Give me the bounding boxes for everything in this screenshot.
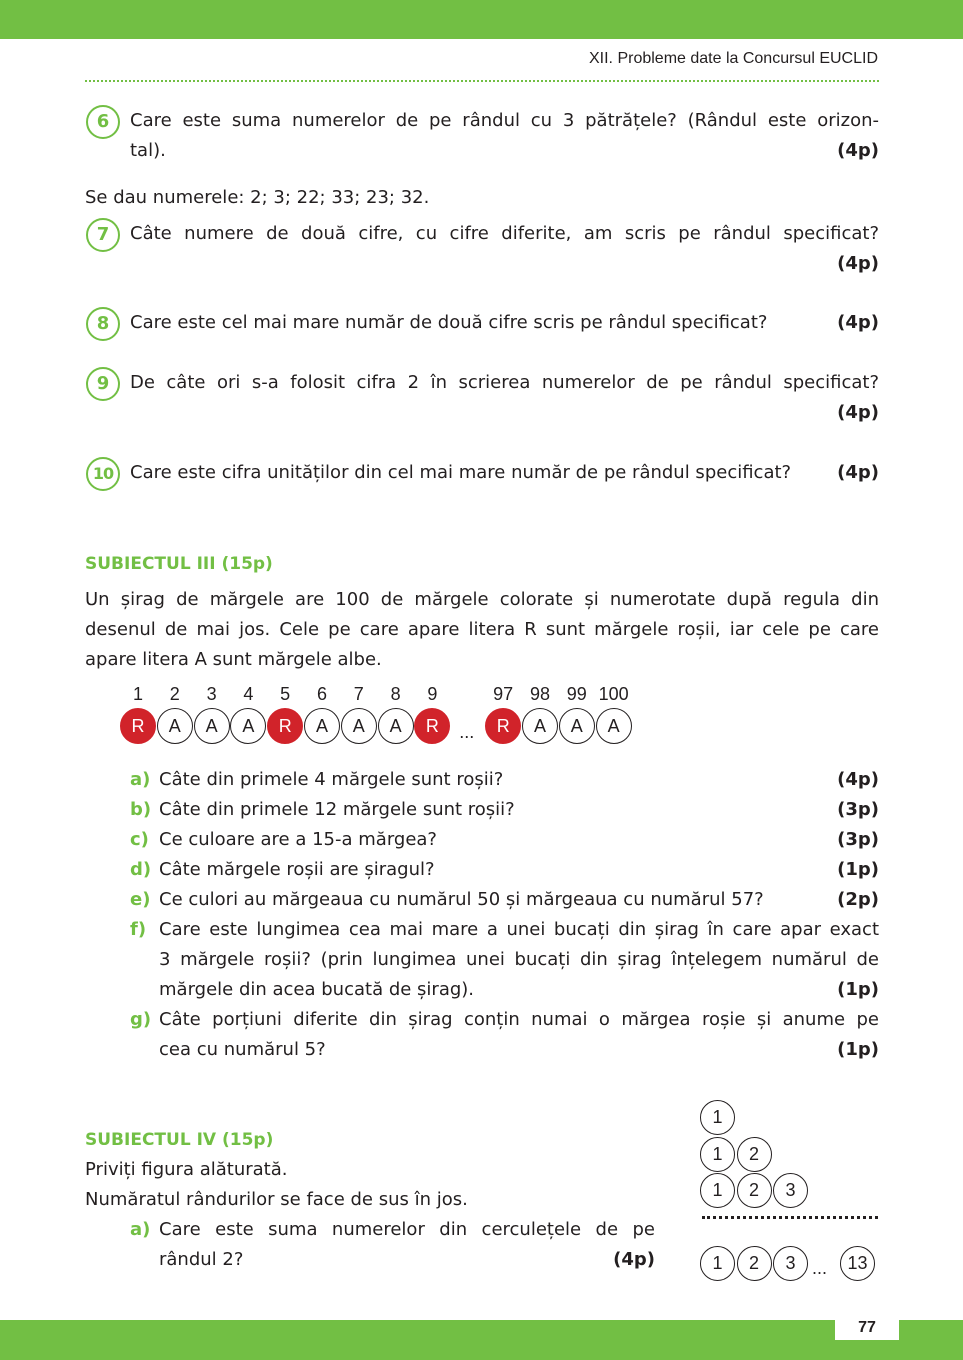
figure-ellipsis: ... bbox=[812, 1258, 828, 1278]
bead-number-label: 99 bbox=[566, 684, 587, 704]
subiect-3-item-text-cont: mărgele din acea bucată de șirag). bbox=[159, 979, 475, 1000]
bead-red: R bbox=[267, 708, 303, 744]
bead-number-label: 5 bbox=[280, 684, 291, 704]
question-10-points: (4p) bbox=[837, 462, 879, 483]
figure-circle: 2 bbox=[737, 1137, 772, 1172]
question-number-8: 8 bbox=[86, 307, 120, 341]
subiect-3-item-text: Câte din primele 12 mărgele sunt roșii? bbox=[159, 799, 515, 820]
bead-number-label: 3 bbox=[206, 684, 217, 704]
subiect-3-item-letter: c) bbox=[130, 829, 149, 850]
question-7-text: Câte numere de două cifre, cu cifre diferite, am scris pe rândul specificat? bbox=[130, 223, 879, 244]
subiect-3-item-letter: b) bbox=[130, 799, 152, 820]
subiect-3-item-text: Ce culori au mărgeaua cu numărul 50 și mărgeaua cu numărul 57? bbox=[159, 889, 764, 910]
bead-white: A bbox=[522, 708, 558, 744]
chapter-title: XII. Probleme date la Concursul EUCLID bbox=[588, 50, 878, 67]
subiect-3-item-points: (1p) bbox=[837, 1039, 879, 1060]
subiect-3-item-points: (1p) bbox=[837, 859, 879, 880]
bead-white: A bbox=[378, 708, 414, 744]
bead-white: A bbox=[341, 708, 377, 744]
question-number-7: 7 bbox=[86, 218, 120, 252]
subiect-3-heading: SUBIECTUL III (15p) bbox=[85, 554, 273, 574]
subiect-3-item-text: Câte porțiuni diferite din șirag conțin numai o mărgea roșie și anume pe bbox=[159, 1009, 879, 1030]
subiect-3-item-text-cont: 3 mărgele roșii? (prin lungimea unei bucați din șirag înțelegem numărul de bbox=[159, 949, 879, 970]
subiect-3-item-points: (2p) bbox=[837, 889, 879, 910]
subiect-3-item-letter: f) bbox=[130, 919, 147, 940]
question-6-text-cont: tal). bbox=[130, 140, 166, 161]
subiect-3-item-points: (1p) bbox=[837, 979, 879, 1000]
bead-number-label: 7 bbox=[353, 684, 364, 704]
bead-red: R bbox=[120, 708, 156, 744]
subiect-3-item-letter: d) bbox=[130, 859, 152, 880]
question-number-9: 9 bbox=[86, 367, 120, 401]
figure-circle: 2 bbox=[737, 1173, 772, 1208]
bead-number-label: 2 bbox=[169, 684, 180, 704]
question-8-text: Care este cel mai mare număr de două cifre scris pe rândul specificat? bbox=[130, 312, 768, 333]
bead-number-label: 6 bbox=[316, 684, 327, 704]
question-6-text: Care este suma numerelor de pe rândul cu 3 pătrățele? (Rândul este orizon- bbox=[130, 110, 879, 131]
subiect-3-item-points: (3p) bbox=[837, 799, 879, 820]
page-number: 77 bbox=[835, 1315, 899, 1340]
question-9-text: De câte ori s-a folosit cifra 2 în scrierea numerelor de pe rândul specificat? bbox=[130, 372, 879, 393]
header-divider bbox=[85, 80, 879, 82]
figure-circle: 1 bbox=[700, 1137, 735, 1172]
numbers-intro: Se dau numerele: 2; 3; 22; 33; 23; 32. bbox=[85, 187, 430, 208]
question-10-text: Care este cifra unităților din cel mai mare număr de pe rândul specificat? bbox=[130, 462, 792, 483]
subiect-4-line: Număratul rândurilor se face de sus în jos. bbox=[85, 1189, 468, 1210]
bead-white: A bbox=[304, 708, 340, 744]
subiect-4-heading: SUBIECTUL IV (15p) bbox=[85, 1130, 274, 1150]
question-number-10: 10 bbox=[86, 457, 120, 491]
bead-number-label: 98 bbox=[529, 684, 551, 704]
question-number-6: 6 bbox=[86, 105, 120, 139]
bead-number-label: 100 bbox=[598, 684, 629, 704]
subiect-3-item-text: Ce culoare are a 15-a mărgea? bbox=[159, 829, 437, 850]
figure-circle: 3 bbox=[773, 1173, 808, 1208]
subiect-3-item-points: (3p) bbox=[837, 829, 879, 850]
subiect-3-item-text-cont: cea cu numărul 5? bbox=[159, 1039, 326, 1060]
bead-number-label: 8 bbox=[390, 684, 401, 704]
bead-white: A bbox=[559, 708, 595, 744]
question-8-points: (4p) bbox=[837, 312, 879, 333]
top-green-bar bbox=[0, 0, 963, 39]
subiect-3-item-points: (4p) bbox=[837, 769, 879, 790]
bead-number-label: 1 bbox=[132, 684, 143, 704]
subiect-3-para-line: desenul de mai jos. Cele pe care apare litera R sunt mărgele roșii, iar cele pe care bbox=[85, 619, 879, 640]
bead-white: A bbox=[194, 708, 230, 744]
subiect-4-item-letter: a) bbox=[130, 1219, 151, 1240]
figure-dotted-separator bbox=[702, 1216, 878, 1219]
figure-circle: 2 bbox=[737, 1246, 772, 1281]
bead-number-label: 9 bbox=[427, 684, 438, 704]
bead-number-label: 97 bbox=[493, 684, 514, 704]
subiect-3-item-text: Câte mărgele roșii are șiragul? bbox=[159, 859, 435, 880]
subiect-4-item-text: Care este suma numerelor din cerculețele de pe bbox=[159, 1219, 655, 1240]
bead-red: R bbox=[414, 708, 450, 744]
subiect-3-item-letter: g) bbox=[130, 1009, 152, 1030]
bead-red: R bbox=[485, 708, 521, 744]
subiect-3-item-letter: a) bbox=[130, 769, 151, 790]
figure-circle: 13 bbox=[840, 1246, 875, 1281]
question-6-points: (4p) bbox=[837, 140, 879, 161]
figure-circle: 1 bbox=[700, 1173, 735, 1208]
bottom-green-bar bbox=[0, 1320, 963, 1360]
subiect-3-item-letter: e) bbox=[130, 889, 151, 910]
subiect-3-item-text: Care este lungimea cea mai mare a unei bucați din șirag în care apar exact bbox=[159, 919, 879, 940]
subiect-4-item-text-cont: rândul 2? bbox=[159, 1249, 244, 1270]
subiect-3-para-line: apare litera A sunt mărgele albe. bbox=[85, 649, 382, 670]
bead-white: A bbox=[230, 708, 266, 744]
bead-white: A bbox=[157, 708, 193, 744]
subiect-4-item-points: (4p) bbox=[613, 1249, 655, 1270]
question-7-points: (4p) bbox=[837, 253, 879, 274]
figure-circle: 1 bbox=[700, 1246, 735, 1281]
subiect-3-para-line: Un șirag de mărgele are 100 de mărgele colorate și numerotate după regula din bbox=[85, 589, 879, 610]
figure-circle: 3 bbox=[773, 1246, 808, 1281]
figure-circle: 1 bbox=[700, 1100, 735, 1135]
question-9-points: (4p) bbox=[837, 402, 879, 423]
triangle-circles-figure bbox=[698, 1098, 898, 1288]
subiect-3-item-text: Câte din primele 4 mărgele sunt roșii? bbox=[159, 769, 504, 790]
bead-string-figure bbox=[120, 684, 660, 748]
bead-ellipsis: ... bbox=[459, 722, 475, 742]
subiect-4-line: Priviți figura alăturată. bbox=[85, 1159, 288, 1180]
bead-white: A bbox=[596, 708, 632, 744]
bead-number-label: 4 bbox=[243, 684, 254, 704]
